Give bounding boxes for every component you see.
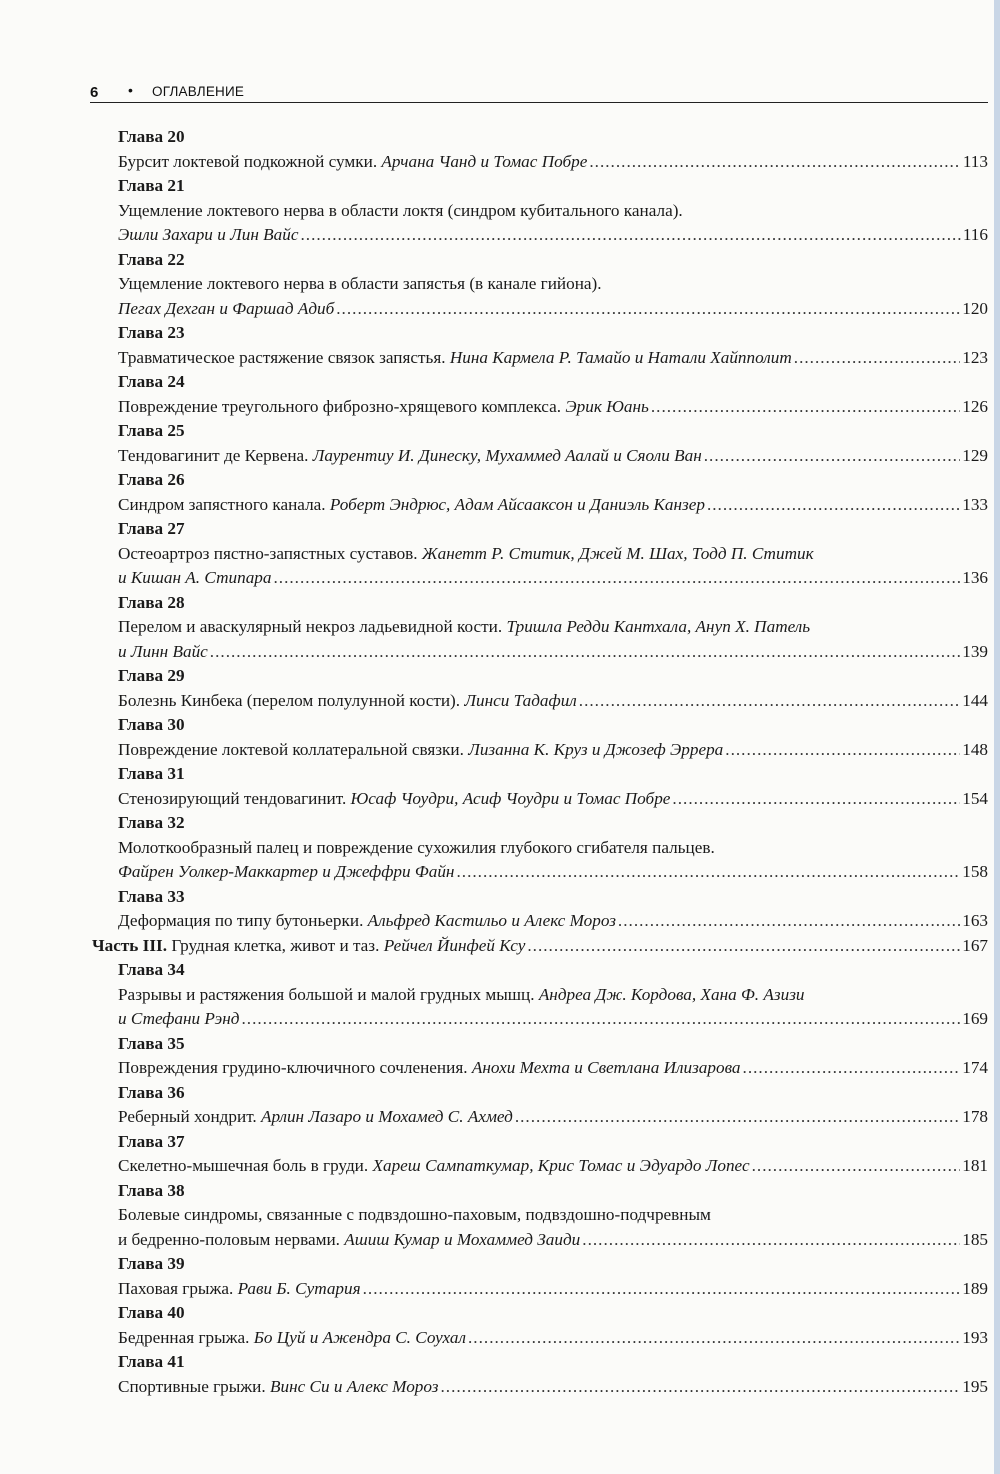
chapter-heading: Глава 33 — [118, 886, 185, 906]
page-ref: 113 — [962, 151, 988, 171]
entry-text — [118, 567, 271, 589]
entry-text — [118, 788, 670, 810]
chapter-heading: Глава 30 — [118, 715, 185, 734]
entry-title: Болезнь Кинбека (перелом полулунной кости). — [118, 690, 465, 710]
page-ref: 174 — [962, 1058, 988, 1077]
entry-authors: Роберт Эндрюс, Адам Айсааксон и Даниэль Канзер — [329, 494, 705, 514]
entry-title: Остеоартроз пястно-запястных суставов. — [118, 543, 422, 563]
chapter-heading: Глава 37 — [118, 1131, 185, 1151]
chapter-entry-line[interactable] — [118, 641, 988, 665]
page-ref: 193 — [962, 1327, 988, 1347]
chapter-heading: Глава 32 — [118, 813, 185, 832]
entry-title: Скелетно-мышечная боль в груди. — [118, 1156, 373, 1175]
chapter-entry-line[interactable] — [118, 567, 988, 591]
leader-dots — [579, 690, 960, 712]
chapter-entry-line[interactable] — [118, 273, 602, 297]
chapter-heading: Глава 29 — [118, 666, 185, 685]
entry-text — [118, 1008, 239, 1030]
page-ref: 129 — [962, 445, 988, 465]
chapter-entry-line[interactable] — [118, 861, 988, 885]
entry-title: и бедренно-половым нервами. — [118, 1229, 345, 1249]
entry-authors: Файрен Уолкер-Маккартер и Джеффри Файн — [118, 862, 455, 881]
page-ref: 116 — [962, 225, 988, 244]
chapter-heading: Глава 28 — [118, 592, 185, 612]
entry-text — [118, 347, 792, 369]
leader-dots — [515, 1106, 960, 1128]
entry-title: Травматическое растяжение связок запястья. — [118, 347, 450, 367]
entry-title: Спортивные грыжи. — [118, 1376, 270, 1396]
leader-dots — [794, 347, 960, 369]
chapter-heading: Глава 39 — [118, 1254, 185, 1273]
entry-text — [118, 396, 649, 418]
chapter-heading: Глава 23 — [118, 323, 185, 342]
entry-text — [118, 690, 577, 712]
chapter-heading: Глава 24 — [118, 372, 185, 391]
entry-title: Тендовагинит де Кервена. — [118, 445, 313, 465]
page-ref: 123 — [962, 347, 988, 367]
entry-authors: Арлин Лазаро и Мохамед С. Ахмед — [261, 1107, 513, 1126]
page-ref: 136 — [962, 568, 988, 587]
entry-authors: Лизанна К. Круз и Джозеф Эррера — [468, 739, 724, 759]
entry-authors: Эшли Захари и Лин Вайс — [118, 225, 299, 244]
entry-authors: Альфред Кастильо и Алекс Мороз — [367, 911, 616, 930]
entry-title: Ущемление локтевого нерва в области локтя (синдром кубитального канала). — [118, 200, 683, 220]
entry-authors: Бо Цуй и Ажендра С. Соухал — [253, 1327, 466, 1347]
entry-title: Грудная клетка, живот и таз. — [167, 935, 384, 955]
leader-dots — [300, 224, 960, 246]
leader-dots — [725, 739, 960, 761]
entry-text — [118, 641, 208, 663]
chapter-entry-line[interactable] — [118, 494, 988, 518]
page-ref: 189 — [962, 1278, 988, 1298]
entry-authors: Лаурентиу И. Динеску, Мухаммед Аалай и Сяоли Ван — [312, 445, 702, 465]
entry-title: Ущемление локтевого нерва в области запястья (в канале гийона). — [118, 274, 602, 293]
chapter-entry-line[interactable] — [118, 739, 988, 763]
leader-dots — [752, 1155, 961, 1177]
page-ref: 185 — [962, 1229, 988, 1249]
entry-title: Паховая грыжа. — [118, 1278, 238, 1298]
entry-text — [118, 1376, 438, 1398]
entry-authors: Эрик Юань — [565, 396, 649, 416]
page-number: 6 — [90, 84, 99, 101]
chapter-entry-line[interactable] — [118, 984, 805, 1008]
chapter-heading: Глава 38 — [118, 1180, 185, 1200]
page-ref: 133 — [962, 494, 988, 514]
leader-dots — [363, 1278, 961, 1300]
leader-dots — [704, 445, 961, 467]
chapter-heading: Глава 41 — [118, 1352, 185, 1371]
running-header — [90, 80, 988, 103]
entry-authors: Пегах Дехган и Фаршад Адиб — [118, 298, 335, 318]
page-ref: 178 — [962, 1107, 988, 1126]
entry-text — [118, 298, 334, 320]
chapter-entry-line[interactable] — [118, 1057, 988, 1081]
leader-dots — [456, 861, 960, 883]
entry-title: Молоткообразный палец и повреждение сухожилия глубокого сгибателя пальцев. — [118, 837, 715, 857]
leader-dots — [582, 1229, 960, 1251]
entry-authors: Анохи Мехта и Светлана Илизарова — [471, 1058, 741, 1077]
entry-authors: и Кишан А. Стипара — [118, 568, 272, 587]
entry-text — [118, 1229, 580, 1251]
entry-authors: Ашиш Кумар и Мохаммед Заиди — [344, 1229, 581, 1249]
entry-text — [118, 1278, 361, 1300]
entry-title: Реберный хондрит. — [118, 1107, 262, 1126]
chapter-entry-line[interactable] — [118, 543, 814, 567]
page-edge-band — [994, 0, 1000, 1474]
chapter-entry-line[interactable] — [118, 1008, 988, 1032]
chapter-entry-line[interactable] — [118, 347, 988, 371]
entry-text — [118, 494, 705, 516]
page-ref: 126 — [962, 396, 988, 416]
page-ref: 163 — [962, 911, 988, 930]
chapter-heading: Глава 25 — [118, 421, 185, 440]
entry-text — [92, 935, 525, 957]
chapter-heading: Глава 27 — [118, 519, 185, 538]
chapter-entry-line[interactable] — [118, 1376, 988, 1400]
chapter-heading: Глава 21 — [118, 176, 185, 195]
leader-dots — [241, 1008, 960, 1030]
leader-dots — [440, 1376, 960, 1398]
entry-authors: Арчана Чанд и Томас Побре — [381, 151, 588, 171]
chapter-entry-line[interactable] — [118, 616, 810, 640]
chapter-entry-line[interactable] — [118, 151, 988, 175]
chapter-entry-line[interactable] — [118, 910, 988, 934]
leader-dots — [210, 641, 960, 663]
leader-dots — [589, 151, 960, 173]
entry-title: Болевые синдромы, связанные с подвздошно-паховым, подвздошно-подчревным — [118, 1205, 711, 1224]
part-label: Часть III. — [92, 935, 168, 955]
entry-title: Бедренная грыжа. — [118, 1327, 254, 1347]
chapter-entry-line[interactable] — [118, 200, 683, 224]
chapter-entry-line[interactable] — [118, 224, 988, 248]
chapter-heading: Глава 35 — [118, 1033, 185, 1053]
leader-dots — [527, 935, 960, 957]
chapter-heading: Глава 36 — [118, 1082, 185, 1102]
entry-text — [118, 910, 616, 932]
page-ref: 120 — [962, 298, 988, 318]
chapter-entry-line[interactable] — [118, 1278, 988, 1302]
entry-authors: и Линн Вайс — [118, 641, 208, 661]
entry-authors: Хареш Сампаткумар, Крис Томас и Эдуардо Лопес — [372, 1156, 750, 1175]
page-ref: 167 — [962, 935, 988, 955]
entry-authors: Юсаф Чоудри, Асиф Чоудри и Томас Побре — [350, 788, 671, 808]
part-entry-line[interactable] — [92, 935, 988, 959]
entry-title: Стенозирующий тендовагинит. — [118, 788, 351, 808]
chapter-heading: Глава 40 — [118, 1303, 185, 1322]
entry-title: Повреждение треугольного фиброзно-хрящевого комплекса. — [118, 396, 566, 416]
entry-text — [118, 739, 723, 761]
page-ref: 154 — [962, 788, 988, 808]
chapter-entry-line[interactable] — [118, 396, 988, 420]
entry-authors: Рейчел Йинфей Ксу — [383, 935, 526, 955]
entry-text — [118, 445, 702, 467]
chapter-entry-line[interactable] — [118, 1106, 988, 1130]
entry-title: Деформация по типу бутоньерки. — [118, 911, 368, 930]
leader-dots — [618, 910, 960, 932]
page-ref: 158 — [962, 862, 988, 881]
page-ref: 195 — [962, 1376, 988, 1396]
entry-text — [118, 224, 298, 246]
entry-authors: и Стефани Рэнд — [118, 1009, 240, 1028]
chapter-entry-line[interactable] — [118, 1229, 988, 1253]
chapter-heading: Глава 26 — [118, 470, 185, 489]
entry-text — [118, 1327, 466, 1349]
chapter-entry-line[interactable] — [118, 788, 988, 812]
page-ref: 139 — [962, 641, 988, 661]
entry-text — [118, 1155, 750, 1177]
entry-authors: Винс Си и Алекс Мороз — [269, 1376, 439, 1396]
entry-title: Синдром запястного канала. — [118, 494, 330, 514]
entry-title: Повреждение локтевой коллатеральной связки. — [118, 739, 469, 759]
entry-text — [118, 1057, 741, 1079]
page-ref: 169 — [962, 1009, 988, 1028]
header-title: ОГЛАВЛЕНИЕ — [152, 84, 245, 99]
entry-text — [118, 861, 454, 883]
leader-dots — [743, 1057, 961, 1079]
entry-authors: Нина Кармела Р. Тамайо и Натали Хайпполит — [449, 347, 792, 367]
chapter-entry-line[interactable] — [118, 445, 988, 469]
leader-dots — [468, 1327, 960, 1349]
entry-authors: Тришла Редди Кантхала, Ануп Х. Патель — [506, 617, 811, 636]
entry-text — [118, 151, 587, 173]
entry-title: Бурсит локтевой подкожной сумки. — [118, 151, 382, 171]
chapter-entry-line[interactable] — [118, 1155, 988, 1179]
entry-authors: Жанетт Р. Ститик, Джей М. Шах, Тодд П. Ститик — [421, 543, 814, 563]
chapter-entry-line[interactable] — [118, 690, 988, 714]
chapter-heading: Глава 34 — [118, 960, 185, 979]
chapter-entry-line[interactable] — [118, 837, 715, 861]
chapter-heading: Глава 22 — [118, 249, 185, 269]
leader-dots — [651, 396, 960, 418]
chapter-entry-line[interactable] — [118, 1204, 711, 1228]
entry-text — [118, 1106, 513, 1128]
chapter-entry-line[interactable] — [118, 1327, 988, 1351]
entry-title: Повреждения грудино-ключичного сочленения. — [118, 1058, 472, 1077]
leader-dots — [707, 494, 960, 516]
entry-authors: Андреа Дж. Кордова, Хана Ф. Азизи — [538, 984, 805, 1004]
leader-dots — [336, 298, 960, 320]
chapter-heading: Глава 20 — [118, 127, 185, 146]
entry-authors: Линси Тадафил — [464, 690, 577, 710]
entry-title: Перелом и аваскулярный некроз ладьевидной кости. — [118, 617, 507, 636]
entry-title: Разрывы и растяжения большой и малой грудных мышц. — [118, 984, 539, 1004]
header-separator: • — [128, 82, 133, 98]
entry-authors: Рави Б. Сутария — [237, 1278, 361, 1298]
chapter-entry-line[interactable] — [118, 298, 988, 322]
page-ref: 148 — [962, 739, 988, 759]
leader-dots — [672, 788, 960, 810]
page-ref: 181 — [962, 1156, 988, 1175]
chapter-heading: Глава 31 — [118, 764, 185, 783]
page-ref: 144 — [962, 690, 988, 710]
leader-dots — [273, 567, 960, 589]
